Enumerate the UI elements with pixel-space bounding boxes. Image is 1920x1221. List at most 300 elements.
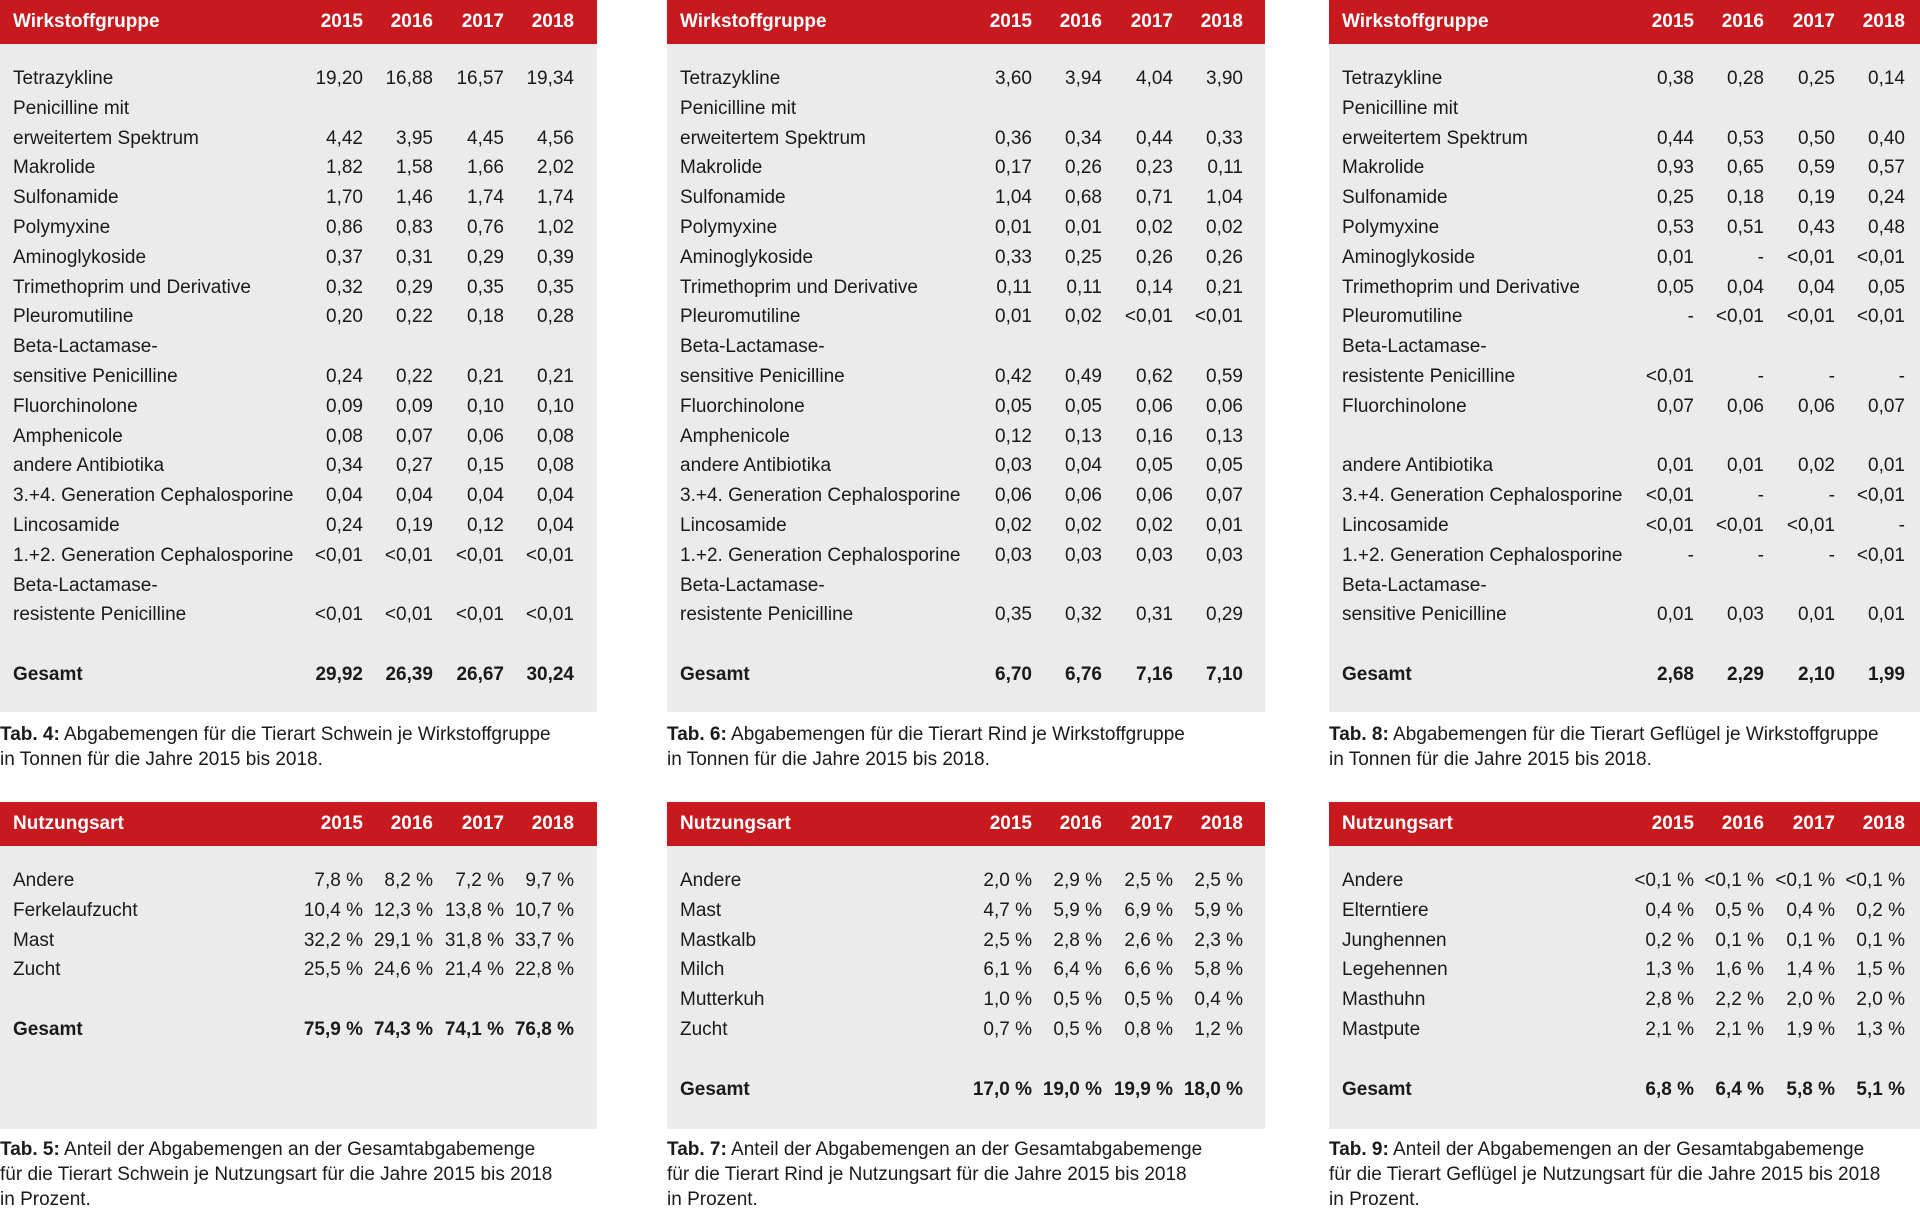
row-value: 0,24 <box>326 515 363 536</box>
row-label: Tetrazykline <box>680 68 781 89</box>
row-value: 0,06 <box>995 485 1032 507</box>
row-value: 5,9 % <box>1194 899 1243 921</box>
row-label: resistente Penicilline <box>13 604 187 626</box>
row-value: 0,03 <box>1727 604 1764 626</box>
row-label: resistente Penicilline <box>1342 366 1516 387</box>
row-value: 6,6 % <box>1124 959 1173 981</box>
header-year: 2015 <box>320 11 363 32</box>
caption-line <box>1329 747 1920 772</box>
caption-text: für die Tierart Geflügel je Nutzungsart für die Jahre 2015 bis 2018 <box>1329 1164 1881 1185</box>
row-value: 0,02 <box>1798 455 1835 477</box>
caption-text: Abgabemengen für die Tierart Geflügel je Wirkstoffgruppe <box>1388 724 1879 745</box>
row-label: andere Antibiotika <box>1342 455 1494 477</box>
row-value: <0,01 <box>1645 366 1694 387</box>
row-label: Masthuhn <box>1342 989 1426 1011</box>
header-year: 2015 <box>320 813 363 834</box>
row-value: 0,01 <box>1798 604 1835 626</box>
table-header <box>0 0 597 44</box>
row-label: Polymyxine <box>1342 217 1440 238</box>
row-value: 0,40 <box>1868 127 1905 149</box>
row-value: 2,9 % <box>1053 870 1102 891</box>
row-value: 0,06 <box>1136 395 1173 417</box>
row-value: 0,03 <box>1136 544 1173 566</box>
row-value: <0,01 <box>1786 306 1835 328</box>
row-value: 0,08 <box>537 425 574 447</box>
row-value: 4,42 <box>326 127 363 149</box>
row-label: 3.+4. Generation Cephalosporine <box>13 485 294 507</box>
row-value: 0,15 <box>467 455 504 477</box>
row-value: 0,17 <box>995 157 1032 179</box>
header-label: Nutzungsart <box>680 813 791 834</box>
table-header <box>1329 802 1920 846</box>
row-value: 0,71 <box>1136 187 1173 209</box>
row-label: Legehennen <box>1342 959 1448 981</box>
total-label: Gesamt <box>1342 664 1412 685</box>
row-value: 1,46 <box>396 187 433 209</box>
row-label: erweitertem Spektrum <box>13 127 199 149</box>
row-value: 0,04 <box>537 515 574 536</box>
total-value: 26,39 <box>385 664 433 685</box>
row-value: 0,14 <box>1868 68 1905 89</box>
row-label: 1.+2. Generation Cephalosporine <box>680 544 961 566</box>
table-caption <box>667 722 1275 772</box>
row-value: 0,03 <box>995 544 1032 566</box>
row-value: 2,0 % <box>1786 989 1835 1011</box>
row-value: 0,02 <box>1065 515 1102 536</box>
row-value: 0,02 <box>1206 217 1243 238</box>
row-value: 0,62 <box>1136 366 1173 387</box>
row-value: 16,88 <box>385 68 433 89</box>
row-value: 0,65 <box>1727 157 1764 179</box>
row-value: 4,45 <box>467 127 504 149</box>
table-panel-tab6 <box>667 0 1265 712</box>
row-value: <0,1 % <box>1775 870 1835 891</box>
table-panel-tab4 <box>0 0 597 712</box>
row-value: 8,2 % <box>384 870 433 891</box>
row-value: 33,7 % <box>514 929 574 951</box>
row-value: 0,05 <box>1657 276 1694 298</box>
row-value: 10,4 % <box>303 899 363 921</box>
row-value: <0,1 % <box>1845 870 1905 891</box>
row-value: 13,8 % <box>444 899 504 921</box>
row-value: - <box>1687 306 1694 328</box>
total-value: 19,9 % <box>1113 1078 1173 1100</box>
row-value: 0,21 <box>537 366 574 387</box>
row-value: 0,25 <box>1065 246 1102 268</box>
row-value: 2,1 % <box>1715 1019 1764 1040</box>
header-year: 2016 <box>1721 11 1764 32</box>
row-label: Zucht <box>680 1019 728 1040</box>
row-label: Fluorchinolone <box>680 395 805 417</box>
row-value: 0,06 <box>1206 395 1243 417</box>
row-value: 2,2 % <box>1715 989 1764 1011</box>
row-value: 0,16 <box>1136 425 1173 447</box>
caption-text: in Prozent. <box>0 1189 91 1210</box>
header-year: 2018 <box>531 11 574 32</box>
header-label: Nutzungsart <box>1342 813 1453 834</box>
row-value: 0,01 <box>1868 604 1905 626</box>
row-value: 0,04 <box>326 485 363 507</box>
row-value: 0,04 <box>467 485 504 507</box>
row-value: 0,32 <box>326 276 363 298</box>
row-value: 0,04 <box>537 485 574 507</box>
row-label: Tetrazykline <box>1342 68 1443 89</box>
row-value: 22,8 % <box>514 959 574 981</box>
row-value: 3,60 <box>995 68 1032 89</box>
row-value: 0,35 <box>995 604 1032 626</box>
row-label: Sulfonamide <box>1342 187 1448 209</box>
table-caption <box>1329 722 1920 772</box>
row-value: 0,59 <box>1206 366 1243 387</box>
row-value: 0,09 <box>396 395 433 417</box>
total-value: 5,1 % <box>1856 1078 1905 1100</box>
row-value: 0,36 <box>995 127 1032 149</box>
caption-label: Tab. 5: <box>0 1139 60 1160</box>
caption-label: Tab. 6: <box>667 724 727 745</box>
total-value: 2,68 <box>1657 664 1694 685</box>
row-value: 0,68 <box>1065 187 1102 209</box>
row-value: 0,08 <box>326 425 363 447</box>
header-year: 2017 <box>1792 11 1835 32</box>
total-value: 18,0 % <box>1183 1078 1243 1100</box>
total-label: Gesamt <box>1342 1078 1412 1100</box>
row-label: 1.+2. Generation Cephalosporine <box>1342 544 1623 566</box>
row-value: <0,01 <box>314 604 363 626</box>
total-value: 6,76 <box>1065 664 1102 685</box>
row-value: 0,22 <box>396 306 433 328</box>
row-value: 0,03 <box>995 455 1032 477</box>
row-value: 0,04 <box>396 485 433 507</box>
row-label: sensitive Penicilline <box>680 366 845 387</box>
row-value: 0,12 <box>467 515 504 536</box>
caption-label: Tab. 9: <box>1329 1139 1389 1160</box>
row-value: - <box>1757 544 1764 566</box>
row-value: 0,57 <box>1868 157 1905 179</box>
caption-text: in Tonnen für die Jahre 2015 bis 2018. <box>0 749 323 770</box>
row-value: 0,11 <box>1207 157 1243 179</box>
row-label: Elterntiere <box>1342 899 1429 921</box>
row-value: - <box>1828 366 1835 387</box>
row-value: 0,05 <box>995 395 1032 417</box>
row-value: 0,06 <box>467 425 504 447</box>
caption-line <box>667 1137 1275 1162</box>
row-value: 0,06 <box>1065 485 1102 507</box>
row-value: <0,01 <box>1856 246 1905 268</box>
row-value: 1,02 <box>537 217 574 238</box>
row-label: Mastpute <box>1342 1019 1421 1040</box>
row-value: <0,01 <box>525 604 574 626</box>
row-value: 0,4 % <box>1786 899 1835 921</box>
row-value: 0,09 <box>326 395 363 417</box>
row-label: Trimethoprim und Derivative <box>13 276 251 298</box>
row-label: andere Antibiotika <box>680 455 832 477</box>
row-value: 3,90 <box>1206 68 1243 89</box>
row-value: 0,01 <box>1065 217 1102 238</box>
row-value: 0,05 <box>1136 455 1173 477</box>
caption-line <box>0 747 607 772</box>
row-value: 0,01 <box>1727 455 1764 477</box>
row-value: <0,01 <box>384 604 433 626</box>
row-label: erweitertem Spektrum <box>680 127 866 149</box>
row-label: Andere <box>1342 870 1404 891</box>
row-value: 1,82 <box>326 157 363 179</box>
row-value: 3,94 <box>1065 68 1102 89</box>
row-value: 0,01 <box>1657 455 1694 477</box>
row-value: 0,11 <box>996 276 1032 298</box>
total-value: 2,29 <box>1727 664 1764 685</box>
row-value: <0,01 <box>1715 306 1764 328</box>
row-value: 0,50 <box>1798 127 1835 149</box>
row-label: Makrolide <box>13 157 96 179</box>
row-value: 0,93 <box>1657 157 1694 179</box>
row-value: 0,06 <box>1727 395 1764 417</box>
table-header <box>0 802 597 846</box>
row-value: 1,04 <box>1206 187 1243 209</box>
row-label: Beta-Lactamase- <box>680 336 825 358</box>
row-value: - <box>1757 485 1764 507</box>
row-label: Polymyxine <box>13 217 111 238</box>
caption-text: in Prozent. <box>1329 1189 1420 1210</box>
header-year: 2015 <box>1651 11 1694 32</box>
total-value: 7,16 <box>1136 664 1173 685</box>
row-value: 0,33 <box>1206 127 1243 149</box>
row-value: 0,83 <box>396 217 433 238</box>
row-value: 0,03 <box>1065 544 1102 566</box>
row-value: 1,0 % <box>983 989 1032 1011</box>
row-value: <0,01 <box>1645 515 1694 536</box>
row-value: 0,01 <box>1657 604 1694 626</box>
row-value: 0,21 <box>467 366 504 387</box>
row-value: 0,5 % <box>1053 989 1102 1011</box>
row-value: 0,39 <box>537 246 574 268</box>
row-value: <0,01 <box>1124 306 1173 328</box>
row-value: 0,03 <box>1206 544 1243 566</box>
row-value: 0,04 <box>1065 455 1102 477</box>
row-value: 0,44 <box>1657 127 1694 149</box>
row-value: 0,05 <box>1868 276 1905 298</box>
row-value: 29,1 % <box>373 929 433 951</box>
table-caption <box>1329 1137 1920 1212</box>
row-value: 6,1 % <box>983 959 1032 981</box>
row-value: 0,10 <box>467 395 504 417</box>
header-year: 2017 <box>1130 11 1173 32</box>
row-label: sensitive Penicilline <box>1342 604 1507 626</box>
total-value: 30,24 <box>526 664 574 685</box>
header-year: 2017 <box>1792 813 1835 834</box>
row-label: Beta-Lactamase- <box>1342 336 1487 358</box>
row-value: 0,01 <box>1657 246 1694 268</box>
row-value: 0,28 <box>537 306 574 328</box>
row-value: 19,34 <box>526 68 574 89</box>
row-label: Beta-Lactamase- <box>680 574 825 596</box>
row-value: 0,31 <box>396 246 433 268</box>
row-value: 0,2 % <box>1645 929 1694 951</box>
row-value: 0,25 <box>1798 68 1835 89</box>
row-value: 0,35 <box>467 276 504 298</box>
caption-line <box>0 1187 607 1212</box>
row-value: 0,12 <box>995 425 1032 447</box>
row-value: <0,01 <box>1786 246 1835 268</box>
header-year: 2018 <box>1200 11 1243 32</box>
row-label: Penicilline mit <box>1342 97 1459 119</box>
row-value: 0,1 % <box>1856 929 1905 951</box>
row-value: 4,04 <box>1136 68 1173 89</box>
total-value: 6,4 % <box>1715 1078 1764 1100</box>
total-value: 29,92 <box>315 664 363 685</box>
header-year: 2015 <box>989 813 1032 834</box>
row-value: 0,44 <box>1136 127 1173 149</box>
row-value: 1,5 % <box>1856 959 1905 981</box>
row-label: Andere <box>680 870 742 891</box>
row-label: sensitive Penicilline <box>13 366 178 387</box>
row-label: Aminoglykoside <box>13 246 147 268</box>
header-label: Wirkstoffgruppe <box>1342 11 1489 32</box>
row-value: 0,07 <box>1868 395 1905 417</box>
row-value: 0,26 <box>1136 246 1173 268</box>
row-value: 0,02 <box>1065 306 1102 328</box>
caption-text: in Prozent. <box>667 1189 758 1210</box>
row-label: Mast <box>680 899 722 921</box>
row-value: 0,28 <box>1727 68 1764 89</box>
row-value: - <box>1898 515 1905 536</box>
row-value: 0,02 <box>995 515 1032 536</box>
row-value: 2,8 % <box>1053 929 1102 951</box>
row-value: 1,04 <box>995 187 1032 209</box>
caption-line <box>667 1162 1275 1187</box>
row-value: - <box>1898 366 1905 387</box>
total-label: Gesamt <box>680 1078 750 1100</box>
row-value: 0,06 <box>1136 485 1173 507</box>
row-label: 3.+4. Generation Cephalosporine <box>680 485 961 507</box>
row-value: <0,1 % <box>1704 870 1764 891</box>
row-label: Aminoglykoside <box>1342 246 1476 268</box>
row-value: 1,58 <box>396 157 433 179</box>
header-year: 2017 <box>461 813 504 834</box>
header-year: 2016 <box>1721 813 1764 834</box>
row-value: 0,53 <box>1657 217 1694 238</box>
row-value: 0,25 <box>1657 187 1694 209</box>
header-year: 2016 <box>1059 813 1102 834</box>
row-value: 2,0 % <box>983 870 1032 891</box>
row-value: 4,7 % <box>983 899 1032 921</box>
row-value: 0,4 % <box>1194 989 1243 1011</box>
caption-line <box>1329 1187 1920 1212</box>
row-value: 2,8 % <box>1645 989 1694 1011</box>
row-label: andere Antibiotika <box>13 455 165 477</box>
row-value: 0,07 <box>1657 395 1694 417</box>
table-header <box>1329 0 1920 44</box>
row-value: 0,4 % <box>1645 899 1694 921</box>
row-label: Aminoglykoside <box>680 246 814 268</box>
header-year: 2018 <box>1862 813 1905 834</box>
row-value: 0,01 <box>995 217 1032 238</box>
row-value: 3,95 <box>396 127 433 149</box>
row-label: 3.+4. Generation Cephalosporine <box>1342 485 1623 507</box>
total-value: 17,0 % <box>972 1078 1032 1100</box>
row-value: 0,02 <box>1136 217 1173 238</box>
row-value: 0,7 % <box>983 1019 1032 1040</box>
row-value: 0,5 % <box>1124 989 1173 1011</box>
row-value: 0,10 <box>537 395 574 417</box>
row-value: - <box>1828 544 1835 566</box>
caption-text: für die Tierart Rind je Nutzungsart für die Jahre 2015 bis 2018 <box>667 1164 1187 1185</box>
total-value: 74,1 % <box>444 1019 504 1040</box>
row-value: 0,26 <box>1206 246 1243 268</box>
row-value: 0,18 <box>1727 187 1764 209</box>
caption-text: Anteil der Abgabemengen an der Gesamtabgabemenge <box>59 1139 536 1160</box>
row-value: 31,8 % <box>444 929 504 951</box>
row-value: 6,4 % <box>1053 959 1102 981</box>
row-value: 1,6 % <box>1715 959 1764 981</box>
caption-label: Tab. 4: <box>0 724 60 745</box>
row-label: Makrolide <box>680 157 763 179</box>
row-value: 2,3 % <box>1194 929 1243 951</box>
row-label: Beta-Lactamase- <box>13 336 158 358</box>
row-value: 0,02 <box>1136 515 1173 536</box>
table-panel-tab7 <box>667 802 1265 1129</box>
row-value: 0,20 <box>326 306 363 328</box>
row-value: <0,01 <box>1645 485 1694 507</box>
row-value: 2,1 % <box>1645 1019 1694 1040</box>
row-label: Pleuromutiline <box>680 306 801 328</box>
row-value: 25,5 % <box>303 959 363 981</box>
row-value: - <box>1757 246 1764 268</box>
row-value: 7,2 % <box>455 870 504 891</box>
header-label: Wirkstoffgruppe <box>13 11 160 32</box>
row-label: Penicilline mit <box>680 97 797 119</box>
row-value: 0,51 <box>1727 217 1764 238</box>
row-value: 0,31 <box>1136 604 1173 626</box>
row-label: Trimethoprim und Derivative <box>680 276 918 298</box>
total-value: 2,10 <box>1798 664 1835 685</box>
row-value: 0,01 <box>1868 455 1905 477</box>
row-label: Beta-Lactamase- <box>1342 574 1487 596</box>
table-panel-tab8 <box>1329 0 1920 712</box>
row-value: 0,49 <box>1065 366 1102 387</box>
total-label: Gesamt <box>13 1019 83 1040</box>
header-year: 2017 <box>461 11 504 32</box>
row-value: 5,8 % <box>1194 959 1243 981</box>
row-value: 0,5 % <box>1053 1019 1102 1040</box>
caption-line <box>0 1137 607 1162</box>
row-value: 0,32 <box>1065 604 1102 626</box>
row-label: Beta-Lactamase- <box>13 574 158 596</box>
row-value: 0,11 <box>1066 276 1102 298</box>
row-value: 7,8 % <box>314 870 363 891</box>
row-value: 1,74 <box>537 187 574 209</box>
row-value: 2,5 % <box>983 929 1032 951</box>
table-panel-tab5 <box>0 802 597 1129</box>
row-label: Sulfonamide <box>680 187 786 209</box>
row-label: Amphenicole <box>680 425 790 447</box>
row-value: 0,26 <box>1065 157 1102 179</box>
row-value: 32,2 % <box>303 929 363 951</box>
row-label: Mutterkuh <box>680 989 765 1011</box>
total-value: 76,8 % <box>514 1019 574 1040</box>
caption-label: Tab. 7: <box>667 1139 727 1160</box>
caption-line <box>1329 1137 1920 1162</box>
total-value: 1,99 <box>1868 664 1905 685</box>
header-year: 2015 <box>989 11 1032 32</box>
row-value: <0,01 <box>1715 515 1764 536</box>
row-value: 4,56 <box>537 127 574 149</box>
row-label: Andere <box>13 870 75 891</box>
row-value: <0,01 <box>1786 515 1835 536</box>
row-value: 0,1 % <box>1786 929 1835 951</box>
row-value: 6,9 % <box>1124 899 1173 921</box>
caption-text: in Tonnen für die Jahre 2015 bis 2018. <box>667 749 990 770</box>
total-label: Gesamt <box>680 664 750 685</box>
